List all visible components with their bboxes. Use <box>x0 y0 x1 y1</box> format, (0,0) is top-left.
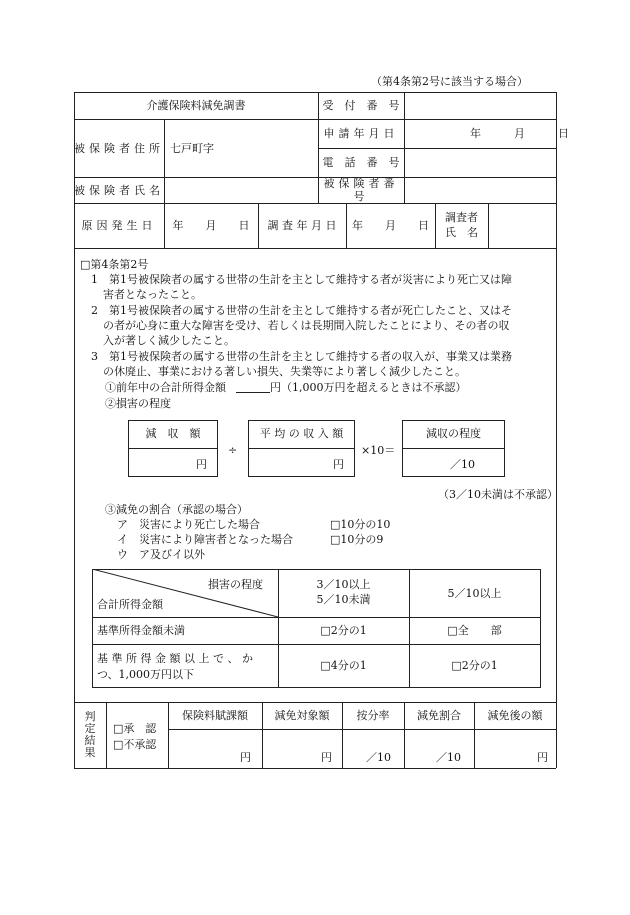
application-date-label: 申請年月日 <box>323 127 399 140</box>
col-ratio-header: 減免割合 <box>417 709 461 722</box>
header-note: （第4条第2号に該当する場合） <box>371 75 528 88</box>
form-title: 介護保険料減免調書 <box>146 99 246 112</box>
table-diag-bottom: 合計所得金額 <box>97 598 163 611</box>
ratio-item-b: イ 災害により障害者となった場合 <box>117 533 293 546</box>
receipt-number-label: 受 付 番 号 <box>322 99 400 112</box>
degree-value[interactable]: ／10 <box>450 458 475 471</box>
application-date-value[interactable]: 年 月 日 <box>470 127 569 140</box>
section-checkbox-title[interactable]: □第4条第2号 <box>80 258 149 271</box>
income-blank-underline[interactable] <box>236 392 270 393</box>
ratio-item-a: ア 災害により死亡した場合 <box>117 518 260 531</box>
survey-date-value[interactable]: 年 月 日 <box>352 219 429 232</box>
income-line-label: ①前年中の合計所得金額 <box>105 381 226 394</box>
insured-name-label: 被保険者氏名 <box>74 183 164 197</box>
ratio-item-a-checkbox[interactable]: □10分の10 <box>330 518 391 531</box>
table-row2-label-line2: つ、1,000万円以下 <box>97 668 195 681</box>
table-row2-col2[interactable]: □2分の1 <box>451 659 498 672</box>
col-premium-header: 保険料賦課額 <box>182 709 248 722</box>
col-after-header: 減免後の額 <box>487 709 543 722</box>
cause-date-value[interactable]: 年 月 日 <box>172 219 250 232</box>
col-proration-header: 按分率 <box>356 709 390 722</box>
item-3-line-2: の休廃止、事業における著しい損失、失業等により著しく減少したこと。 <box>103 365 466 378</box>
table-row1-col2[interactable]: □全 部 <box>447 624 502 637</box>
ratio-title: ③減免の割合（承認の場合） <box>105 503 248 516</box>
average-income-yen[interactable]: 円 <box>333 458 344 471</box>
address-value[interactable]: 七戸町字 <box>170 142 214 155</box>
degree-label: 減収の程度 <box>426 427 481 440</box>
ratio-item-c: ウ ア及びイ以外 <box>117 548 205 561</box>
ratio-item-b-checkbox[interactable]: □10分の9 <box>330 533 384 546</box>
insured-number-label: 被保険者番号 <box>323 177 399 203</box>
item-1-line-1: 1 第1号被保険者の属する世帯の生計を主として維持する者が災害により死亡又は障 <box>91 273 512 286</box>
times-ten: ×10＝ <box>361 444 396 457</box>
survey-date-label: 調 査 年 月 日 <box>267 219 337 232</box>
divide-sign: ÷ <box>228 444 238 457</box>
proration-value[interactable]: ／10 <box>366 751 391 764</box>
reduction-amount-yen[interactable]: 円 <box>196 458 207 471</box>
table-diag-top: 損害の程度 <box>208 578 263 591</box>
table-row1-label: 基準所得金額未満 <box>97 624 185 637</box>
table-row2-label-line1: 基 準 所 得 金 額 以 上 で 、 か <box>97 652 253 665</box>
reject-checkbox[interactable]: □不承認 <box>113 738 157 751</box>
item-3-line-1: 3 第1号被保険者の属する世帯の生計を主として維持する者の収入が、事業又は業務 <box>91 350 512 363</box>
item-2-line-1: 2 第1号被保険者の属する世帯の生計を主として維持する者が死亡したこと、又はそ <box>91 304 512 317</box>
approve-checkbox[interactable]: □承 認 <box>113 722 157 735</box>
item-2-line-2: の者が心身に重大な障害を受け、若しくは長期間入院したことにより、その者の収 <box>103 319 510 332</box>
premium-value[interactable]: 円 <box>240 751 251 764</box>
cause-date-label: 原因発生日 <box>81 219 157 232</box>
table-col1-header: 3／10以上 5／10未満 <box>316 578 371 606</box>
table-row1-col1[interactable]: □2分の1 <box>320 624 367 637</box>
after-value[interactable]: 円 <box>537 751 548 764</box>
phone-label: 電 話 番 号 <box>322 156 400 169</box>
target-value[interactable]: 円 <box>321 751 332 764</box>
insured-address-label: 被保険者住所 <box>74 141 164 155</box>
table-col2-header: 5／10以上 <box>447 586 502 600</box>
item-1-line-2: 害者となったこと。 <box>103 288 202 301</box>
formula-note: （3／10未満は不承認） <box>438 488 558 501</box>
average-income-label: 平 均 の 収 入 額 <box>259 427 344 440</box>
judgment-label: 判 定 結 果 <box>84 710 96 759</box>
table-row2-col1[interactable]: □4分の1 <box>320 659 367 672</box>
ratio-value[interactable]: ／10 <box>436 751 461 764</box>
income-line-note: 円（1,000万円を超えるときは不承認） <box>270 381 467 394</box>
reduction-amount-label: 減 収 額 <box>145 427 201 440</box>
item-2-line-3: 入が著しく減少したこと。 <box>103 334 235 347</box>
surveyor-label: 調査者 氏 名 <box>445 211 478 239</box>
col-target-header: 減免対象額 <box>274 709 330 722</box>
damage-title: ②損害の程度 <box>105 397 171 410</box>
